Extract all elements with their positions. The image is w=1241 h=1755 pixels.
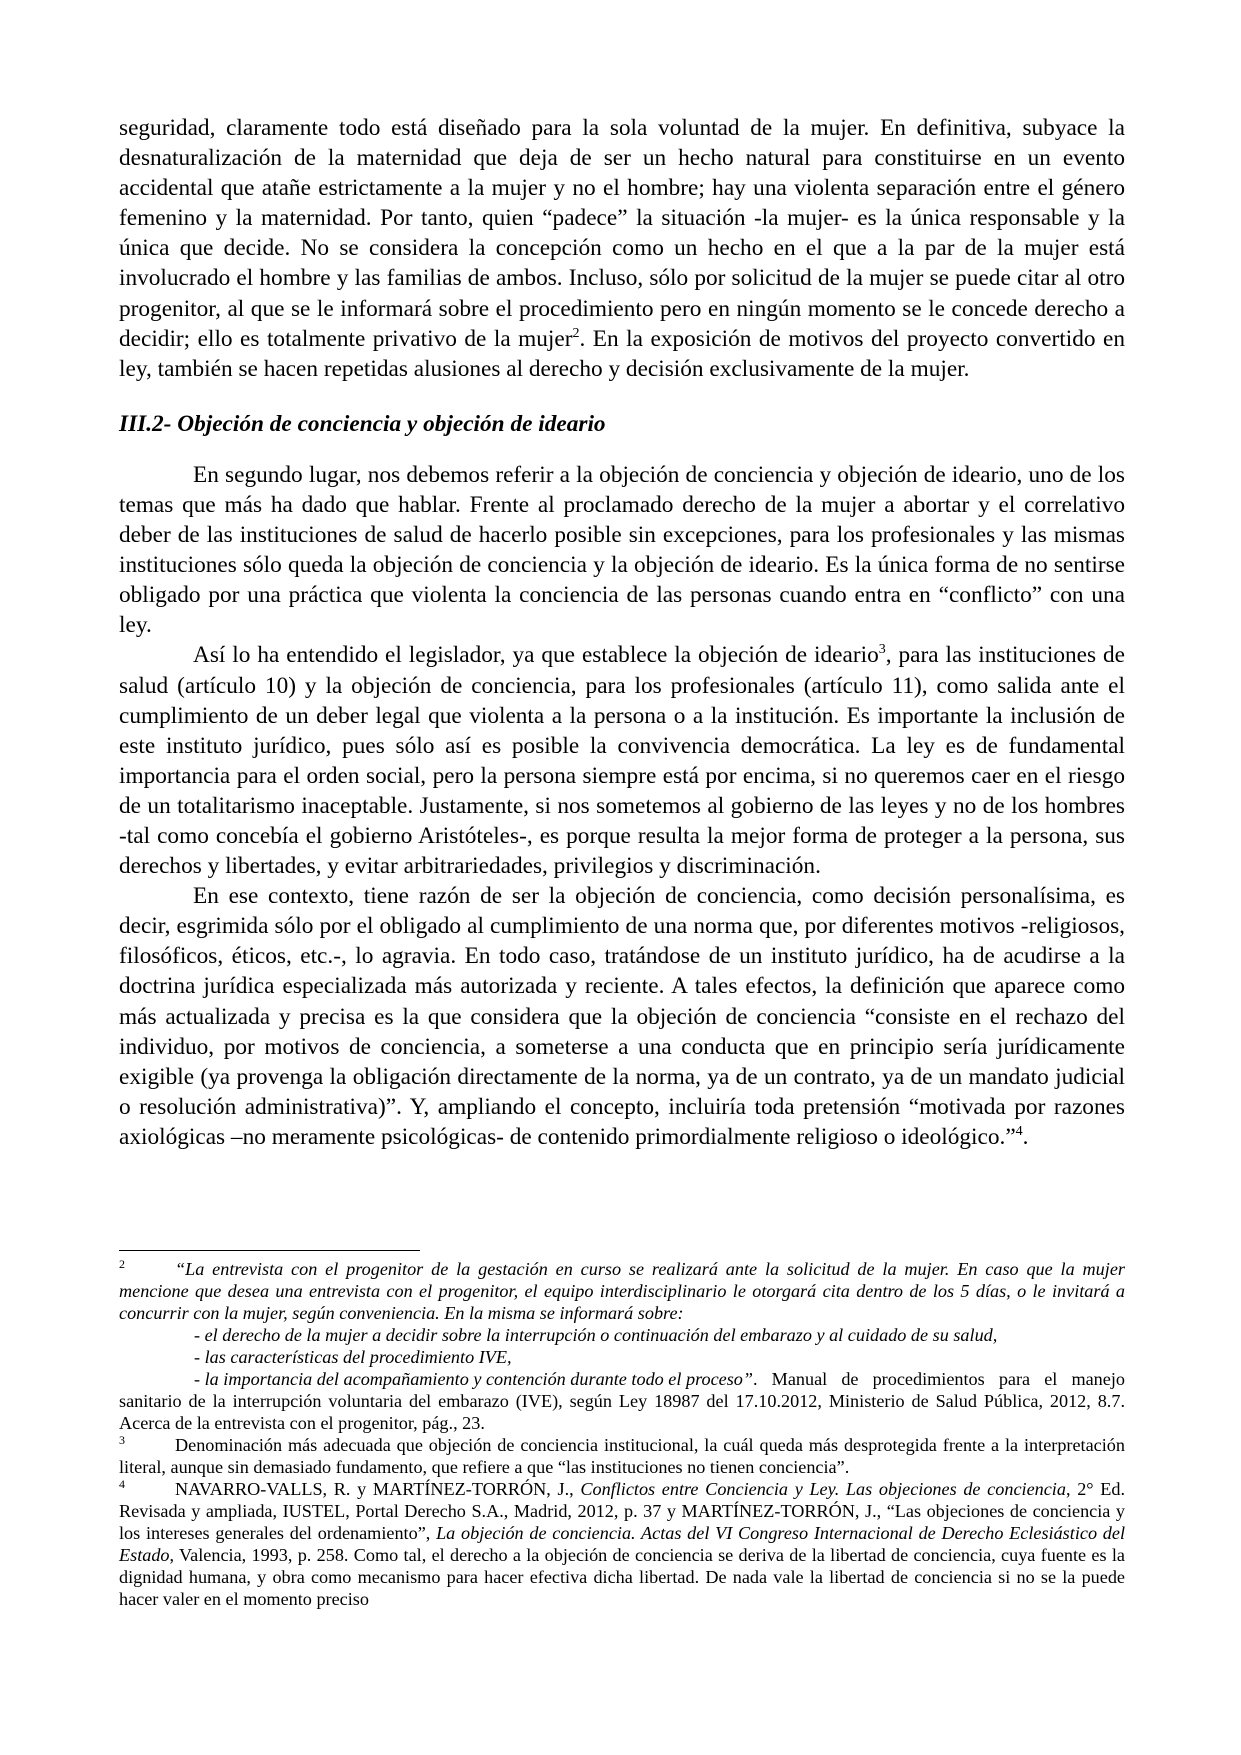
- paragraph-3-end: , para las instituciones de salud (artículo 10) y la objeción de conciencia, para los profesionales (artículo 11), como salida ante el cumplimiento de un deber legal que violenta a la persona o a la institución. Es importante la inclusión de este instituto jurídico, pues sólo así es posible la convivencia democrática. La ley es de fundamental importancia para el orden social, pero la persona siempre está por encima, si no queremos caer en el riesgo de un totalitarismo inaceptable. Justamente, si nos sometemos al gobierno de las leyes y no de los hombres -tal como concebía el gobierno Aristóteles-, es porque resulta la mejor forma de proteger a la persona, sus derechos y libertades, y evitar arbitrariedades, privilegios y discriminación.: [119, 642, 1125, 880]
- footnote-4-details: , 2° Ed. Revisada y ampliada, IUSTEL, Portal Derecho S.A., Madrid, 2012, p. 37 y MARTÍNEZ-TORRÓN, J., “Las objeciones de conciencia y los intereses generales del ordenamiento”,: [119, 1479, 1125, 1543]
- footnote-2-item-2: - las características del procedimiento IVE,: [194, 1347, 512, 1367]
- footnote-ref-3[interactable]: 3: [878, 642, 886, 658]
- paragraph-1: [119, 113, 1125, 384]
- footnote-2: [119, 1258, 1125, 1324]
- footnote-ref-2[interactable]: 2: [572, 325, 580, 341]
- paragraph-2: En segundo lugar, nos debemos referir a la objeción de conciencia y objeción de ideario, uno de los temas que más ha dado que hablar. Frente al proclamado derecho de la mujer a abortar y el correlativo deber de las instituciones de salud de hacerlo posible sin excepciones, para los profesionales y las mismas instituciones sólo queda la objeción de conciencia y la objeción de ideario. Es la única forma de no sentirse obligado por una práctica que violenta la conciencia de las personas cuando entra en “conflicto” con una ley.: [119, 461, 1125, 639]
- footnote-2-item-3: - la importancia del acompañamiento y contención durante todo el proceso”: [194, 1369, 753, 1389]
- footnote-divider: [119, 1250, 420, 1251]
- footnote-2-rest: . Manual de procedimientos para el manejo sanitario de la interrupción voluntaria del embarazo (IVE), según Ley 18987 del 17.10.2012, Ministerio de Salud Pública, 2012, 8.7. Acerca de la entrevista con el progenitor, pág., 23.: [119, 1369, 1125, 1433]
- paragraph-1-end: . En la exposición de motivos del proyecto convertido en ley, también se hacen repetidas alusiones al derecho y decisión exclusivamente de la mujer.: [119, 325, 1125, 382]
- paragraph-3-start: Así lo ha entendido el legislador, ya que establece la objeción de ideario: [193, 642, 879, 669]
- footnote-4-authors: NAVARRO-VALLS, R. y MARTÍNEZ-TORRÓN, J.,: [175, 1479, 581, 1499]
- footnote-4-proceedings-title: La objeción de conciencia. Actas del VI Congreso Internacional de Derecho Eclesiástico del Estado: [119, 1523, 1125, 1565]
- footnote-ref-4[interactable]: 4: [1015, 1124, 1023, 1140]
- paragraph-4: [119, 881, 1125, 1152]
- footnote-4-number: 4: [119, 1477, 125, 1491]
- paragraph-4-start: En ese contexto, tiene razón de ser la objeción de conciencia, como decisión personalísima, es decir, esgrimida sólo por el obligado al cumplimiento de una norma que, por diferentes motivos -religiosos, filosóficos, éticos, etc.-, lo agravia. En todo caso, tratándose de un instituto jurídico, ha de acudirse a la doctrina jurídica especializada más autorizada y reciente. A tales efectos, la definición que aparece como más actualizada y precisa es la que considera que la objeción de conciencia “consiste en el rechazo del individuo, por motivos de conciencia, a someterse a una conducta que en principio sería jurídicamente exigible (ya provenga la obligación directamente de la norma, ya de un contrato, ya de un mandato judicial o resolución administrativa)”. Y, ampliando el concepto, incluiría toda pretensión “motivada por razones axiológicas –no meramente psicológicas- de contenido primordialmente religioso o ideológico.”: [119, 883, 1125, 1150]
- footnote-2-quote: “La entrevista con el progenitor de la gestación en curso se realizará ante la solicitud de la mujer. En caso que la mujer mencione que desea una entrevista con el progenitor, el equipo interdisciplinario le otorgará cita dentro de los 5 días, o le invitará a concurrir con la mujer, según conveniencia. En la misma se informará sobre:: [119, 1259, 1125, 1323]
- footnote-3: [119, 1434, 1125, 1478]
- footnote-2-number: 2: [119, 1257, 125, 1271]
- footnote-2-tail: [119, 1368, 1125, 1434]
- document-body: [119, 113, 1125, 1152]
- section-heading: III.2- Objeción de conciencia y objeción de ideario: [119, 410, 606, 437]
- paragraph-1-text: seguridad, claramente todo está diseñado para la sola voluntad de la mujer. En definitiva, subyace la desnaturalización de la maternidad que deja de ser un hecho natural para constituirse en un evento accidental que atañe estrictamente a la mujer y no el hombre; hay una violenta separación entre el género femenino y la maternidad. Por tanto, quien “padece” la situación -la mujer- es la única responsable y la única que decide. No se considera la concepción como un hecho en el que a la par de la mujer está involucrado el hombre y las familias de ambos. Incluso, sólo por solicitud de la mujer se puede citar al otro progenitor, al que se le informará sobre el procedimiento pero en ningún momento se le concede derecho a decidir; ello es totalmente privativo de la mujer: [119, 115, 1125, 352]
- paragraph-4-end: .: [1022, 1123, 1029, 1150]
- footnote-3-number: 3: [119, 1433, 125, 1447]
- paragraph-3: [119, 640, 1125, 881]
- footnote-3-text: Denominación más adecuada que objeción de conciencia institucional, la cuál queda más desprotegida frente a la interpretación literal, aunque sin demasiado fundamento, que refiere a que “las instituciones no tienen conciencia”.: [119, 1435, 1125, 1477]
- footnote-4: [119, 1478, 1125, 1610]
- footnote-4-rest: , Valencia, 1993, p. 258. Como tal, el derecho a la objeción de conciencia se deriva de la libertad de conciencia, cuya fuente es la dignidad humana, y obra como mecanismo para hacer efectiva dicha libertad. De nada vale la libertad de conciencia si no se la puede hacer valer en el momento preciso: [119, 1545, 1125, 1609]
- footnote-2-item-1: - el derecho de la mujer a decidir sobre la interrupción o continuación del embarazo y al cuidado de su salud,: [194, 1325, 998, 1345]
- footnote-4-book-title: Conflictos entre Conciencia y Ley. Las objeciones de conciencia: [580, 1479, 1066, 1499]
- footnotes-section: [119, 1250, 1125, 1610]
